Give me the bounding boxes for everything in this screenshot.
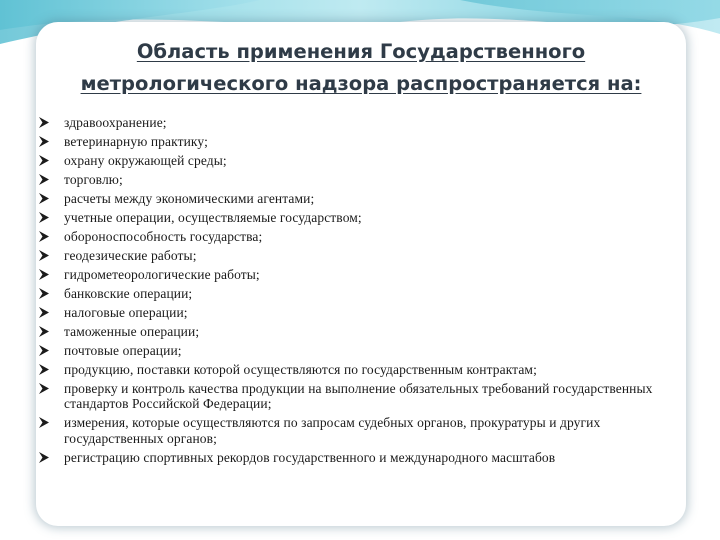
list-item-text: расчеты между экономическими агентами; xyxy=(64,190,315,206)
list-item xyxy=(37,248,677,264)
arrowhead-bullet-icon xyxy=(38,382,50,395)
arrowhead-bullet-icon xyxy=(38,451,50,464)
list-item xyxy=(37,229,677,245)
arrowhead-bullet-icon xyxy=(38,268,50,281)
list-item-text: регистрацию спортивных рекордов государственного и международного масштабов xyxy=(64,449,556,465)
arrowhead-bullet-icon xyxy=(38,192,50,205)
list-item xyxy=(37,450,677,466)
arrowhead-bullet-icon xyxy=(38,230,50,243)
list-item xyxy=(37,191,677,207)
list-item-text: учетные операции, осуществляемые государством; xyxy=(64,209,362,225)
arrowhead-bullet-icon xyxy=(38,154,50,167)
slide-title xyxy=(36,36,686,100)
list-item-text: проверку и контроль качества продукции на выполнение обязательных требований государственных стандартов Российской Федерации; xyxy=(64,380,653,412)
list-item xyxy=(37,153,677,169)
list-item xyxy=(37,381,677,412)
list-item xyxy=(37,210,677,226)
list-item xyxy=(37,324,677,340)
arrowhead-bullet-icon xyxy=(38,416,50,429)
list-item-text: обороноспособность государства; xyxy=(64,228,263,244)
list-item xyxy=(37,305,677,321)
arrowhead-bullet-icon xyxy=(38,287,50,300)
slide-title-line-1: Область применения Государственного xyxy=(136,40,586,63)
list-item-text: таможенные операции; xyxy=(64,323,200,339)
list-item xyxy=(37,267,677,283)
arrowhead-bullet-icon xyxy=(38,173,50,186)
list-item xyxy=(37,362,677,378)
list-item-text: продукцию, поставки которой осуществляются по государственным контрактам; xyxy=(64,361,537,377)
list-item xyxy=(37,134,677,150)
list-item-text: геодезические работы; xyxy=(64,247,197,263)
list-item-text: здравоохранение; xyxy=(64,115,167,130)
list-item-text: торговлю; xyxy=(64,171,123,187)
list-item-text: ветеринарную практику; xyxy=(64,133,208,149)
list-item-text: измерения, которые осуществляются по запросам судебных органов, прокуратуры и других государственных органов; xyxy=(64,415,601,446)
arrowhead-bullet-icon xyxy=(38,211,50,224)
arrowhead-bullet-icon xyxy=(38,344,50,357)
list-item-text: охрану окружающей среды; xyxy=(64,152,227,168)
arrowhead-bullet-icon xyxy=(38,325,50,338)
arrowhead-bullet-icon xyxy=(38,135,50,148)
slide-title-line-2: метрологического надзора распространяется на: xyxy=(80,72,642,95)
list-item xyxy=(37,415,677,446)
list-item-text: налоговые операции; xyxy=(64,304,188,320)
arrowhead-bullet-icon xyxy=(38,249,50,262)
bullet-list xyxy=(37,115,677,469)
arrowhead-bullet-icon xyxy=(38,116,50,129)
list-item xyxy=(37,343,677,359)
arrowhead-bullet-icon xyxy=(38,306,50,319)
arrowhead-bullet-icon xyxy=(38,363,50,376)
list-item xyxy=(37,115,677,131)
list-item xyxy=(37,172,677,188)
list-item xyxy=(37,286,677,302)
list-item-text: гидрометеорологические работы; xyxy=(64,266,260,282)
list-item-text: банковские операции; xyxy=(64,285,193,301)
list-item-text: почтовые операции; xyxy=(64,342,182,358)
